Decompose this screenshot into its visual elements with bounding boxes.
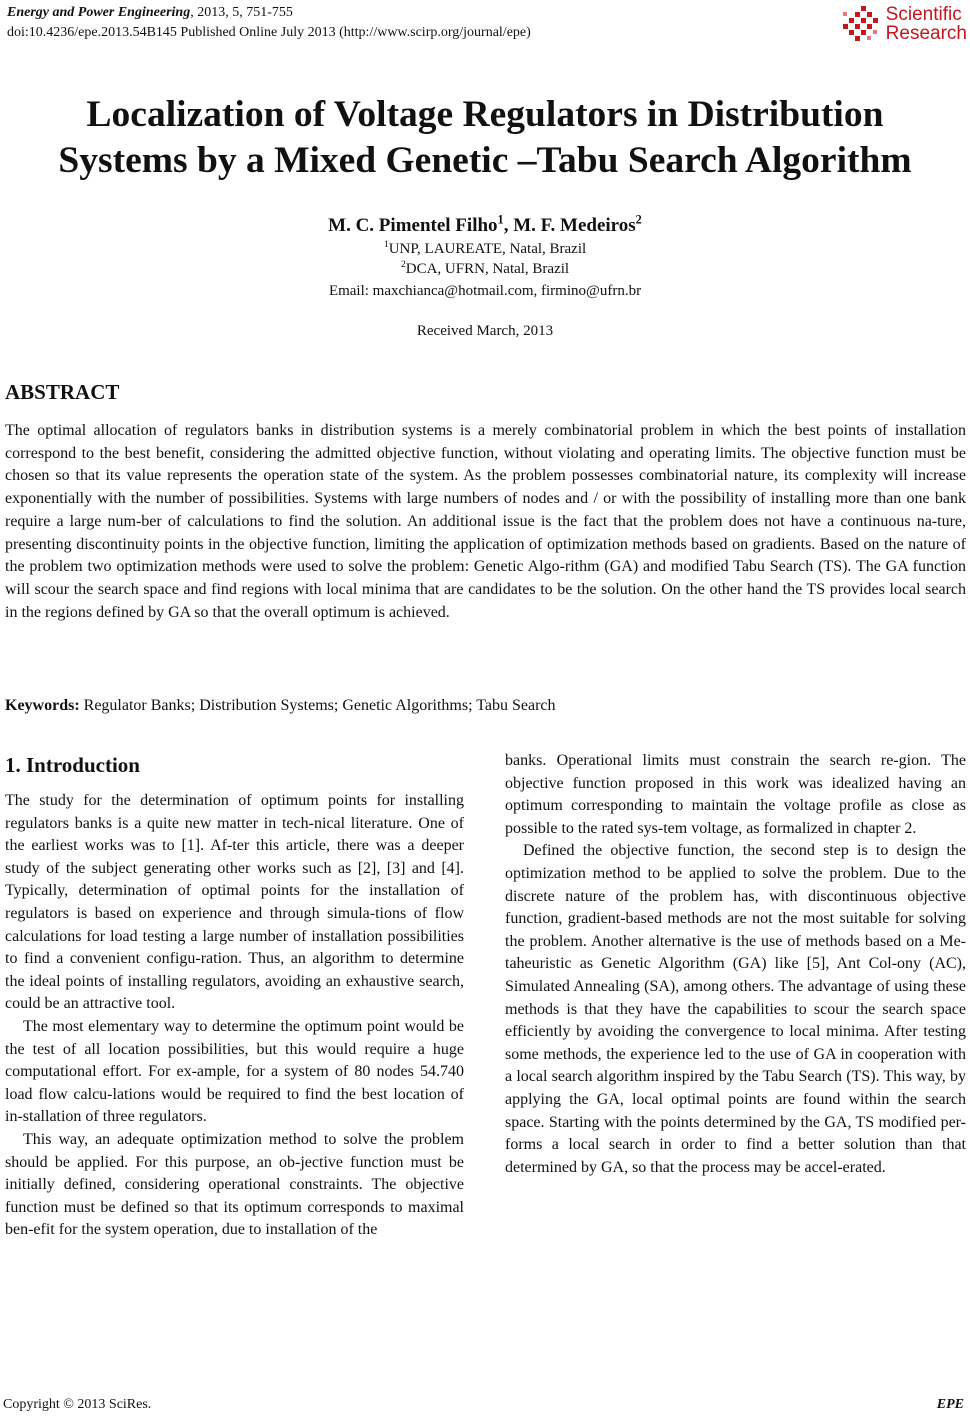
author-list bbox=[0, 214, 970, 238]
keywords-label: Keywords: bbox=[5, 697, 80, 714]
paragraph: This way, an adequate optimization method to solve the problem should be applied. For this purpose, an ob-jective function must be initially defined, considering operational constraints. The objective function must be defined so that its optimum corresponds to maximal ben-efit for the system operation, due to installation of the bbox=[5, 1130, 464, 1239]
logo-line-1: Scientific bbox=[885, 4, 962, 25]
section-heading-introduction: 1. Introduction bbox=[5, 753, 140, 777]
scientific-research-logo bbox=[843, 2, 967, 46]
copyright-notice: Copyright © 2013 SciRes. bbox=[3, 1397, 152, 1412]
paragraph: The study for the determination of optimum points for installing regulators banks is a quite new matter in tech-nical literature. One of the earliest works was to [1]. Af-ter this article, there was a deeper study of the subject generating other works such as [2], [3] and [4]. Typically, determination of optimal points for the installation of regulators is based on experience and through simula-tions of flow calculations for load testing a large number of installation possibilities to find a convenient configu-ration. Thus, an algorithm to determine the ideal points of installing regulators, avoiding an exhaustive search, could be an attractive tool. bbox=[5, 792, 464, 1013]
doi-line: doi:10.4236/epe.2013.54B145 Published Online July 2013 (http://www.scirp.org/journal/epe) bbox=[7, 25, 531, 40]
author-2-affiliation-mark: 2 bbox=[635, 212, 642, 227]
affiliation-1-text: UNP, LAUREATE, Natal, Brazil bbox=[388, 241, 587, 257]
paragraph: The most elementary way to determine the optimum point would be the test of all location possibilities, but this would require a huge computational effort. For ex-ample, for a system of 80 nodes 54.740 load flow calcu-lations would be required to find the best location of in-stallation of three regulators. bbox=[5, 1017, 464, 1126]
keywords-list: Regulator Banks; Distribution Systems; Genetic Algorithms; Tabu Search bbox=[79, 697, 556, 714]
author-1-affiliation-mark: 1 bbox=[497, 212, 504, 227]
journal-volume-pages: , 2013, 5, 751-755 bbox=[190, 5, 293, 20]
author-emails: Email: maxchianca@hotmail.com, firmino@ufrn.br bbox=[328, 283, 642, 299]
title-line-1: Localization of Voltage Regulators in Distribution bbox=[86, 94, 884, 135]
logo-dots-icon bbox=[843, 4, 883, 44]
affiliation-1-mark: 1 bbox=[383, 239, 389, 250]
journal-header bbox=[7, 3, 531, 43]
abstract-text: The optimal allocation of regulators banks in distribution systems is a merely combinatorial problem in which the best points of installation correspond to the best benefit, considering the admitted objective function, without violating and operating limits. The objective function must be chosen so that its value represents the operation state of the system. As the problem possesses combinatorial nature, its complexity will increase exponentially with the number of possibilities. Systems with large numbers of nodes and / or with the possibility of installing more than one bank require a large num-ber of calculations to find the solution. An additional issue is the fact that the problem does not have a continuous na-ture, presenting discontinuity points in the objective function, limiting the application of optimization methods based on gradients. Based on the nature of the problem two optimization methods were used to solve the problem: Genetic Algo-rithm (GA) and modified Tabu Search (TS). The GA function will scour the search space and find regions with local minima that are candidates to be the solution. On the other hand the TS provides local search in the regions defined by GA so that the overall optimum is achieved. bbox=[5, 422, 966, 621]
journal-citation-line bbox=[7, 3, 531, 23]
journal-name: Energy and Power Engineering bbox=[7, 5, 191, 20]
affiliation-1 bbox=[0, 239, 970, 259]
journal-abbreviation: EPE bbox=[936, 1397, 964, 1412]
affiliation-2-mark: 2 bbox=[400, 259, 406, 270]
abstract-heading: ABSTRACT bbox=[5, 380, 120, 404]
author-2-name: , M. F. Medeiros bbox=[503, 215, 636, 236]
paper-title bbox=[0, 92, 970, 184]
received-date: Received March, 2013 bbox=[416, 323, 554, 339]
left-column bbox=[5, 790, 464, 1242]
keywords bbox=[5, 696, 556, 716]
title-line-2: Systems by a Mixed Genetic –Tabu Search Algorithm bbox=[58, 140, 912, 181]
paragraph: Defined the objective function, the second step is to design the optimization method to be applied to solve the problem. Due to the discrete nature of the problem has, with discontinuous objective function, gradient-based methods are not the most suitable for solving the problem. Another alternative is the use of methods based on a Me-taheuristic as Genetic Algorithm (GA) like [5], Ant Col-ony (AC), Simulated Annealing (SA), among others. The advantage of using these methods is that they have the capabilities to scour the search space efficiently by avoiding the convergence to local minima. After testing some methods, the experience led to the use of GA in cooperation with a local search algorithm inspired by the Tabu Search (TS). This way, by applying the GA, local optimal points are found within the search space. Starting with the points determined by the GA, TS modified per-forms a local search in order to find a better solution than that determined by GA, so that the process may be accel-erated. bbox=[505, 842, 966, 1176]
paragraph: banks. Operational limits must constrain the search re-gion. The objective function proposed in this work was idealized having an optimum corresponding to maintain the voltage profile as close as possible to the rated sys-tem voltage, as formalized in chapter 2. bbox=[505, 752, 966, 837]
right-column bbox=[505, 750, 966, 1179]
author-1-name: M. C. Pimentel Filho bbox=[328, 215, 498, 236]
affiliation-2 bbox=[0, 259, 970, 279]
logo-line-2: Research bbox=[885, 23, 967, 44]
logo-wordmark bbox=[886, 5, 967, 43]
affiliation-2-text: DCA, UFRN, Natal, Brazil bbox=[405, 261, 570, 277]
